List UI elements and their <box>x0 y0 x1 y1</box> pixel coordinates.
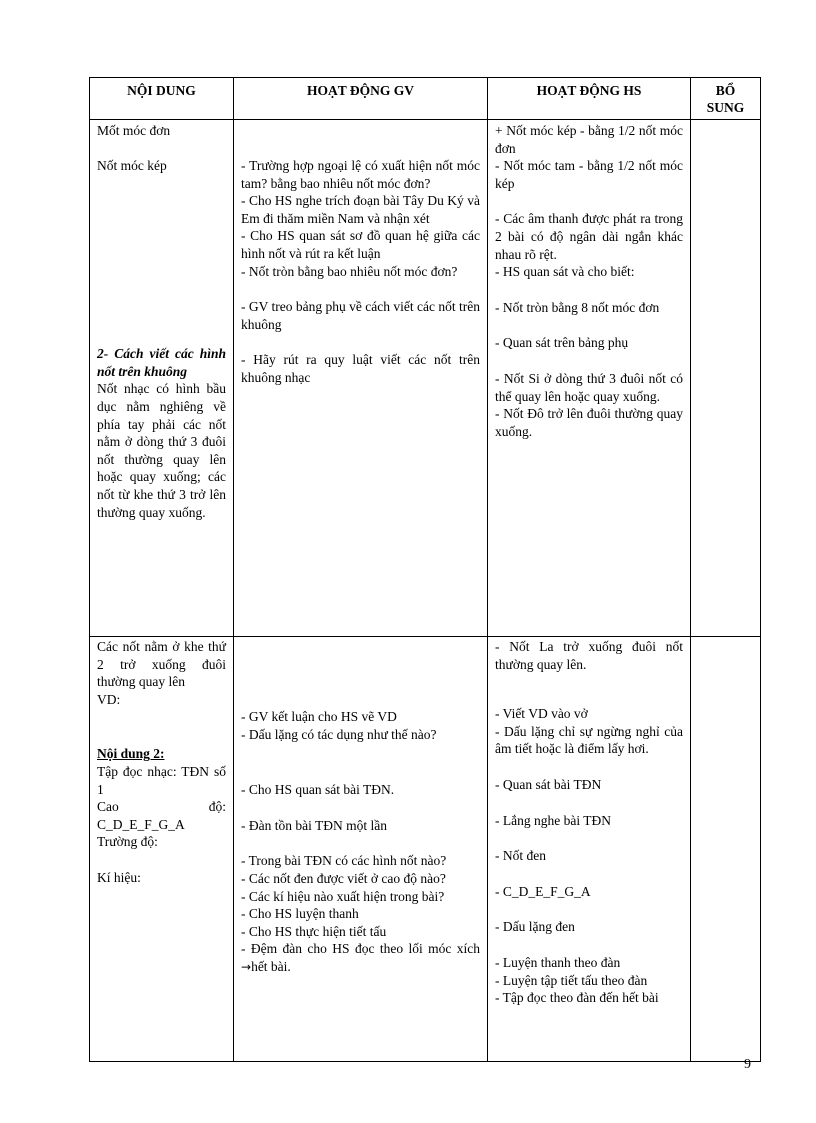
hs-text: - Các âm thanh được phát ra trong 2 bài có độ ngân dài ngắn khác nhau rõ rệt. <box>495 211 683 262</box>
hs-text: - Lắng nghe bài TĐN <box>495 812 611 828</box>
hs-text: - Nốt La trở xuống đuôi nốt thường quay lên. <box>495 639 683 672</box>
hs-text: - Quan sát bài TĐN <box>495 776 602 792</box>
header-hoat-dong-hs: HOẠT ĐỘNG HS <box>488 78 691 120</box>
gv-text: - Đàn tồn bài TĐN một lần <box>241 817 387 833</box>
content-text: Cao độ: C_D_E_F_G_A <box>97 799 226 832</box>
hs-text: + Nốt móc kép - bằng 1/2 nốt móc đơn <box>495 123 683 156</box>
gv-text: - Trường hợp ngoại lệ có xuất hiện nốt móc tam? bằng bao nhiêu nốt móc đơn? <box>241 158 480 191</box>
hs-text: - Luyện thanh theo đàn <box>495 954 621 970</box>
content-text: Nốt móc kép <box>97 157 167 173</box>
gv-text: - Các nốt đen được viết ở cao độ nào? <box>241 870 446 886</box>
content-text: Trường độ: <box>97 834 158 850</box>
gv-text: - Hãy rút ra quy luật viết các nốt trên khuông nhạc <box>241 352 480 385</box>
hs-text: - Nốt tròn bằng 8 nốt móc đơn <box>495 299 660 315</box>
hs-text: - Dấu lặng chỉ sự ngừng nghỉ của âm tiết hoặc là điểm lấy hơi. <box>495 723 683 757</box>
content-text: Mốt móc đơn <box>97 123 171 138</box>
bo-sung-cell-2 <box>691 637 761 1062</box>
content-text: VD: <box>97 691 121 707</box>
section-heading: Nội dung 2: <box>97 746 165 762</box>
content-text: Tập đọc nhạc: TĐN số 1 <box>97 763 226 797</box>
gv-text: - Cho HS quan sát bài TĐN. <box>241 782 395 798</box>
gv-text: - GV treo bảng phụ về cách viết các nốt trên khuông <box>241 299 480 332</box>
hs-text: - Nốt đen <box>495 848 546 864</box>
gv-text <box>241 940 480 976</box>
hs-text: - Dấu lặng đen <box>495 919 575 935</box>
gv-cell-2 <box>234 637 488 1062</box>
content-text: Các nốt nằm ở khe thứ 2 trở xuống đuôi thường quay lên <box>97 639 226 690</box>
lesson-table <box>89 77 761 1062</box>
gv-text-part: hết bài. <box>251 958 291 974</box>
header-noi-dung: NỘI DUNG <box>90 78 234 120</box>
gv-text: - Các kí hiệu nào xuất hiện trong bài? <box>241 888 445 904</box>
hs-cell-2 <box>488 637 691 1062</box>
gv-text: - Trong bài TĐN có các hình nốt nào? <box>241 853 447 869</box>
hs-text: - Tập đọc theo đàn đến hết bài <box>495 990 659 1006</box>
page-number: 9 <box>744 1057 751 1072</box>
hs-text: - C_D_E_F_G_A <box>495 883 591 899</box>
gv-text: - Nốt tròn bằng bao nhiêu nốt móc đơn? <box>241 263 458 279</box>
noi-dung-cell-1 <box>90 120 234 637</box>
hs-text: - Nốt Đô trở lên đuôi thường quay xuống. <box>495 406 683 439</box>
gv-cell-1 <box>234 120 488 637</box>
content-text: Nốt nhạc có hình bầu dục nằm nghiêng về phía tay phải các nốt nằm ở dòng thứ 3 đuôi nốt thường quay lên hoặc quay xuống; các nốt từ khe thứ 3 trở lên thường quay xuống. <box>97 381 226 520</box>
gv-text: - GV kết luận cho HS vẽ VD <box>241 709 397 724</box>
hs-text: - Nốt móc tam - bằng 1/2 nốt móc kép <box>495 158 683 191</box>
noi-dung-cell-2 <box>90 637 234 1062</box>
bo-sung-cell-1 <box>691 120 761 637</box>
arrow-right-icon: → <box>241 959 252 974</box>
content-text: Kí hiệu: <box>97 869 141 885</box>
hs-cell-1 <box>488 120 691 637</box>
hs-text: - Nốt Si ở dòng thứ 3 đuôi nốt có thể quay lên hoặc quay xuống. <box>495 370 683 404</box>
header-bo-sung: BỔ SUNG <box>691 78 761 120</box>
gv-text: - Cho HS quan sát sơ đồ quan hệ giữa các hình nốt và rút ra kết luận <box>241 228 480 261</box>
hs-text: - HS quan sát và cho biết: <box>495 264 635 280</box>
gv-text: - Dấu lặng có tác dụng như thế nào? <box>241 726 437 742</box>
gv-text: - Cho HS luyện thanh <box>241 906 359 922</box>
hs-text: - Viết VD vào vở <box>495 706 588 722</box>
section-heading: 2- Cách viết các hình nốt trên khuông <box>97 346 226 379</box>
content-row-2 <box>90 637 761 1062</box>
hs-text: - Luyện tập tiết tấu theo đàn <box>495 972 648 988</box>
header-row <box>90 78 761 120</box>
gv-text-part: - Đệm đàn cho HS đọc theo lối móc xích <box>241 941 480 957</box>
content-row-1 <box>90 120 761 637</box>
gv-text: - Cho HS thực hiện tiết tấu <box>241 923 387 939</box>
gv-text: - Cho HS nghe trích đoạn bài Tây Du Ký và Em đi thăm miền Nam và nhận xét <box>241 193 480 226</box>
header-hoat-dong-gv: HOẠT ĐỘNG GV <box>234 78 488 120</box>
hs-text: - Quan sát trên bảng phụ <box>495 335 629 351</box>
